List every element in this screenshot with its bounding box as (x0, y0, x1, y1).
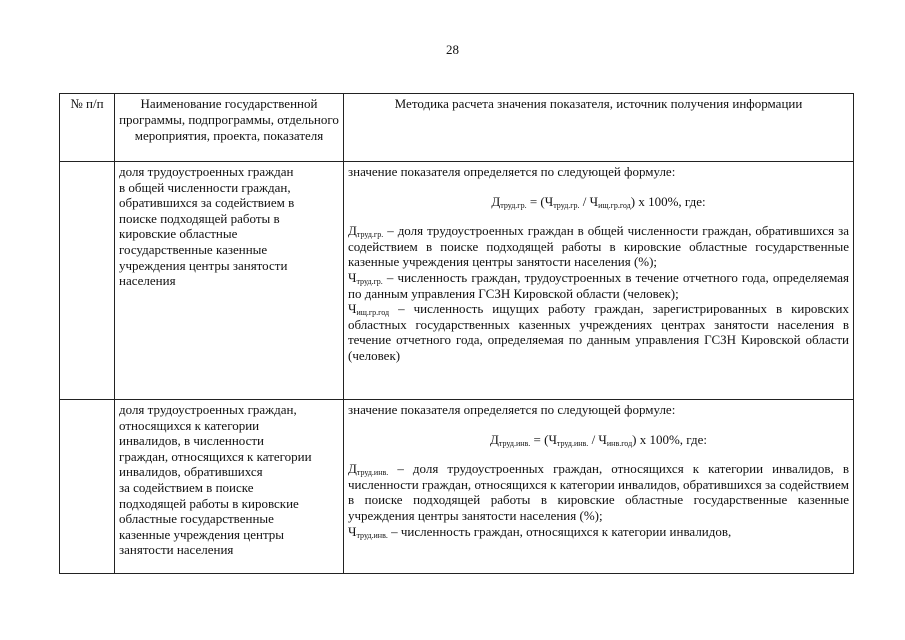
row-num (60, 162, 115, 400)
definition: $Д_{труд.инв.}$ – доля трудоустроенных граждан, относящихся к категории инвалидов, в численности граждан, относящихся к категории инвалидов, обратившихся за содействием в поиске подходящей работы в кировские областные государственные казенные учреждения центры занятости населения (%); (348, 461, 849, 523)
definition: $Ч_{ищ.гр.год}$ – численность ищущих работу граждан, зарегистрированных в кировских областных государственных казенных учреждениях центрах занятости населения в течение отчетного года, определяемая по данным управления ГСЗН Кировской области (человек) (348, 301, 849, 363)
page-number: 28 (446, 42, 459, 57)
definition: $Ч_{труд.инв.}$ – численность граждан, относящихся к категории инвалидов, (348, 523, 732, 540)
name-line: учреждения центры занятости (119, 257, 288, 273)
name-line: занятости населения (119, 542, 234, 558)
name-line: инвалидов, обратившихся (119, 464, 263, 480)
definition: $Д_{труд.гр.}$ – доля трудоустроенных граждан в общей численности граждан, обратившихся за содействием в поиске подходящей работы в кировские областные государственные казенные учреждения центры занятости населения (%); (348, 223, 849, 270)
name-line: за содействием в поиске (119, 479, 254, 495)
header-num: № п/п (60, 94, 115, 162)
name-line: инвалидов, в численности (119, 433, 265, 449)
name-line: граждан, относящихся к категории (119, 448, 312, 464)
name-line: подходящей работы в кировские (119, 495, 299, 511)
indicator-table (59, 93, 854, 574)
method-cell (344, 162, 854, 400)
name-line: доля трудоустроенных граждан, (119, 402, 297, 417)
name-line: государственные казенные (119, 241, 268, 257)
formula: $Д_{труд.гр.} = (Ч_{труд.гр.} / Ч_{ищ.гр.год})$ x 100%, где: (491, 193, 706, 210)
indicator-name (115, 162, 344, 400)
table-row (60, 400, 854, 574)
name-line: относящихся к категории (119, 417, 260, 433)
name-line: обратившихся за содействием в (119, 195, 295, 211)
table-row (60, 162, 854, 400)
header-name: Наименование государственной программы, подпрограммы, отдельного мероприятия, проекта, показателя (115, 94, 344, 162)
formula-intro: значение показателя определяется по следующей формуле: (348, 164, 676, 179)
method-cell (344, 400, 854, 574)
name-line: казенные учреждения центры (119, 526, 285, 542)
formula-intro: значение показателя определяется по следующей формуле: (348, 402, 676, 417)
indicator-name (115, 400, 344, 574)
name-line: поиске подходящей работы в (119, 210, 280, 226)
header-method: Методика расчета значения показателя, источник получения информации (344, 94, 854, 162)
definition: $Ч_{труд.гр.}$ – численность граждан, трудоустроенных в течение отчетного года, определяемая по данным управления ГСЗН Кировской области (человек); (348, 269, 849, 301)
name-line: доля трудоустроенных граждан (119, 164, 294, 179)
name-line: областные государственные (119, 511, 274, 527)
table-header-row (60, 94, 854, 162)
row-num (60, 400, 115, 574)
name-line: кировские областные (119, 226, 238, 242)
name-line: в общей численности граждан, (119, 179, 291, 195)
name-line: населения (119, 273, 176, 289)
formula: $Д_{труд.инв.} = (Ч_{труд.инв.} / Ч_{инв.год})$ x 100%, где: (490, 431, 707, 448)
